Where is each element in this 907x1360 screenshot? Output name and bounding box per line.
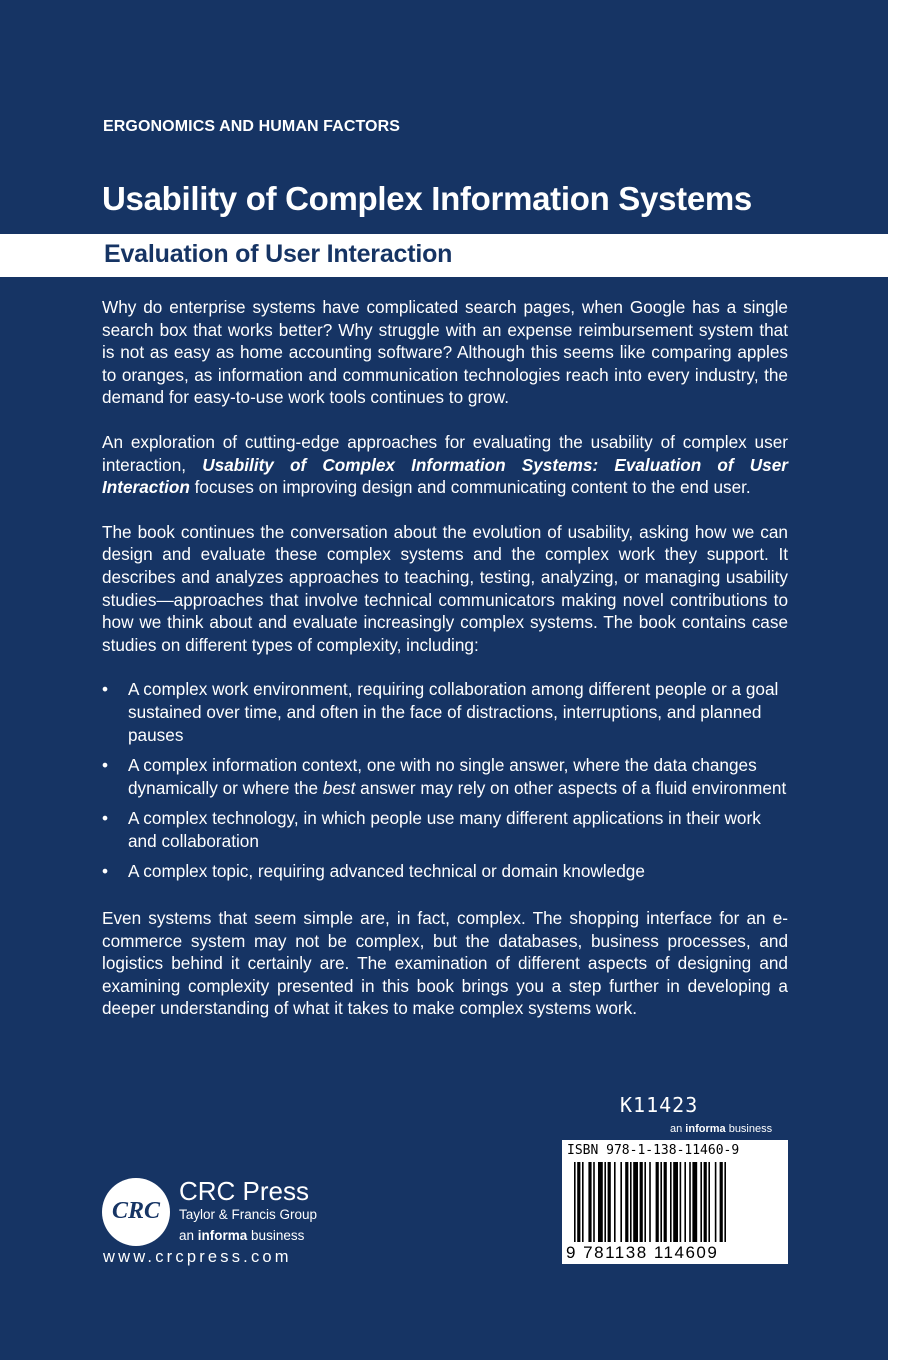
barcode-bar bbox=[692, 1162, 697, 1242]
barcode-bar bbox=[574, 1162, 576, 1242]
barcode-bar bbox=[593, 1162, 595, 1242]
book-title-reference: Usability of Complex Information Systems: Evaluation of User Interaction bbox=[102, 454, 788, 498]
barcode-bar bbox=[614, 1162, 616, 1242]
barcode-bar bbox=[620, 1162, 622, 1242]
barcode-bar bbox=[633, 1162, 638, 1242]
bullet-icon: • bbox=[102, 861, 109, 882]
series-label: ERGONOMICS AND HUMAN FACTORS bbox=[103, 118, 401, 135]
list-item: • A complex topic, requiring advanced technical or domain knowledge bbox=[102, 861, 645, 882]
barcode-bar bbox=[708, 1162, 710, 1242]
barcode-bar bbox=[660, 1162, 662, 1242]
barcode-bar bbox=[640, 1162, 643, 1242]
barcode-bar bbox=[673, 1162, 678, 1242]
publisher-name: CRC Press bbox=[179, 1176, 310, 1206]
blurb-paragraph-1: Why do enterprise systems have complicated search pages, when Google has a single search box that works better? Why struggle with an expense reimbursement system that is not as easy as home accounting software? Although this seems like comparing apples to oranges, as information and communication technologies reach into every industry, the demand for easy-to-use work tools continues to grow. bbox=[102, 297, 788, 408]
isbn-label: ISBN 978-1-138-11460-9 bbox=[567, 1143, 740, 1158]
barcode-bar bbox=[720, 1162, 723, 1242]
barcode-bar bbox=[604, 1162, 606, 1242]
blurb-paragraph-4: Even systems that seem simple are, in fact, complex. The shopping interface for an e-commerce system may not be complex, but the databases, business processes, and logistics behind it certainly are. The examination of different aspects of designing and examining complexity presented in this book brings you a step further in developing a deeper understanding of what it takes to make complex systems work. bbox=[102, 908, 788, 1019]
blurb-paragraph-2: An exploration of cutting-edge approaches for evaluating the usability of complex user interaction, Usability of Complex Information Systems: Evaluation of User Interaction focuses on improving design and communicating content to the end user. bbox=[102, 431, 788, 498]
publisher-informa: an informa business bbox=[179, 1228, 305, 1243]
barcode-bar bbox=[608, 1162, 611, 1242]
barcode-bar bbox=[670, 1162, 672, 1242]
barcode-bar bbox=[577, 1162, 580, 1242]
barcode-bar bbox=[724, 1162, 726, 1242]
barcode-bar bbox=[704, 1162, 707, 1242]
bullet-icon: • bbox=[102, 755, 109, 776]
barcode-bar bbox=[582, 1162, 584, 1242]
barcode-bar bbox=[700, 1162, 702, 1242]
blurb bbox=[102, 296, 788, 1042]
bullet-icon: • bbox=[102, 808, 109, 829]
informa-business-label: an informa business bbox=[670, 1123, 773, 1135]
barcode-bar bbox=[588, 1162, 591, 1242]
list-item: • A complex work environment, requiring collaboration among different people or a goal sustained over time, and often in the face of distractions, interruptions, and planned pauses bbox=[102, 679, 779, 745]
bullet-icon: • bbox=[102, 679, 109, 700]
barcode-bar bbox=[715, 1162, 717, 1242]
barcode-bar bbox=[598, 1162, 603, 1242]
barcode-bar bbox=[689, 1162, 691, 1242]
barcode-bar bbox=[630, 1162, 632, 1242]
barcode-bar bbox=[664, 1162, 667, 1242]
isbn-barcode bbox=[562, 1140, 788, 1264]
book-subtitle: Evaluation of User Interaction bbox=[104, 240, 453, 268]
barcode-bar bbox=[684, 1162, 686, 1242]
barcode-bar bbox=[625, 1162, 628, 1242]
barcode-bar bbox=[649, 1162, 651, 1242]
book-title: Usability of Complex Information Systems bbox=[102, 180, 752, 217]
catalog-code: K11423 bbox=[620, 1093, 699, 1117]
publisher-group: Taylor & Francis Group bbox=[179, 1207, 318, 1222]
barcode-bar bbox=[656, 1162, 659, 1242]
ean-digits: 9 781138 114609 bbox=[566, 1243, 719, 1262]
publisher-url: www.crcpress.com bbox=[103, 1248, 292, 1266]
barcode-bar bbox=[680, 1162, 682, 1242]
list-item: • A complex technology, in which people use many different applications in their work and collaboration bbox=[102, 808, 761, 851]
crc-logo: CRC bbox=[102, 1178, 170, 1246]
blurb-paragraph-3: The book continues the conversation about the evolution of usability, asking how we can design and evaluate these complex systems and the complex work they support. It describes and analyzes approaches to teaching, testing, analyzing, or managing usability studies—approaches that involve technical communicators making novel contributions to how we think about and evaluate increasingly complex systems. The book contains case studies on different types of complexity, including: bbox=[102, 521, 788, 655]
barcode-bar bbox=[644, 1162, 646, 1242]
list-item: • A complex information context, one with no single answer, where the data changes dynamically or where the best answer may rely on other aspects of a fluid environment bbox=[102, 755, 787, 798]
complexity-list bbox=[102, 678, 788, 883]
